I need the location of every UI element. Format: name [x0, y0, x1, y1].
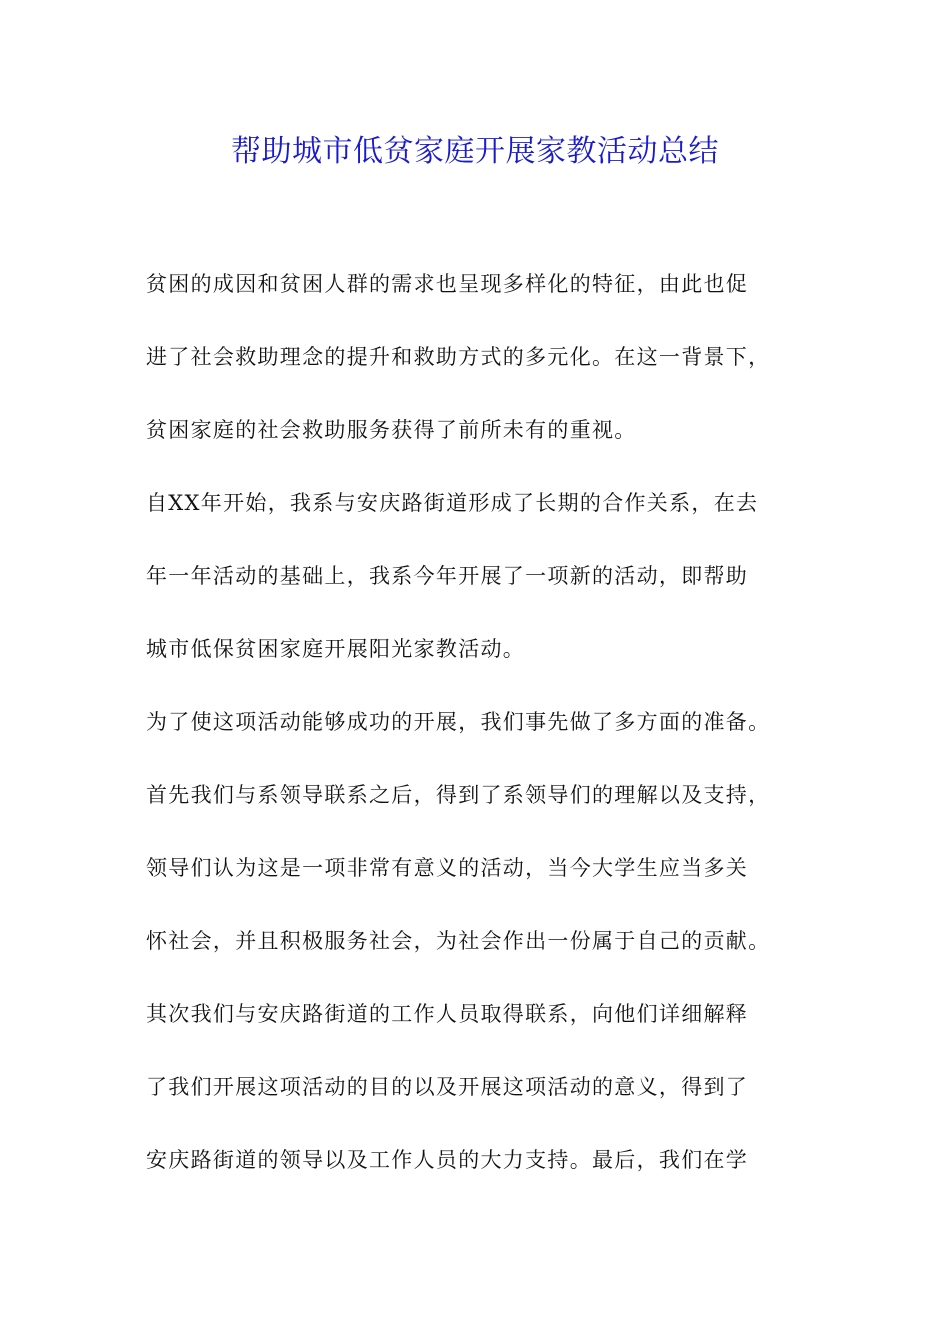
body-line: 为了使这项活动能够成功的开展，我们事先做了多方面的准备。	[146, 710, 771, 734]
body-line: 贫困家庭的社会救助服务获得了前所未有的重视。	[146, 418, 637, 442]
body-line: 贫困的成因和贫困人群的需求也呈现多样化的特征，由此也促	[146, 272, 749, 296]
body-line: 自XX年开始，我系与安庆路街道形成了长期的合作关系，在去	[146, 491, 759, 515]
body-line: 怀社会，并且积极服务社会，为社会作出一份属于自己的贡献。	[146, 929, 771, 953]
body-line: 其次我们与安庆路街道的工作人员取得联系，向他们详细解释	[146, 1002, 749, 1026]
body-line: 了我们开展这项活动的目的以及开展这项活动的意义，得到了	[146, 1075, 749, 1099]
document-body	[146, 262, 826, 1211]
body-line: 安庆路街道的领导以及工作人员的大力支持。最后，我们在学	[146, 1148, 749, 1172]
body-line: 城市低保贫困家庭开展阳光家教活动。	[146, 637, 526, 661]
body-line: 领导们认为这是一项非常有意义的活动，当今大学生应当多关	[146, 856, 749, 880]
document-title: 帮助城市低贫家庭开展家教活动总结	[231, 134, 719, 169]
body-line: 首先我们与系领导联系之后，得到了系领导们的理解以及支持，	[146, 783, 771, 807]
body-line: 年一年活动的基础上，我系今年开展了一项新的活动，即帮助	[146, 564, 749, 588]
body-line: 进了社会救助理念的提升和救助方式的多元化。在这一背景下，	[146, 345, 771, 369]
